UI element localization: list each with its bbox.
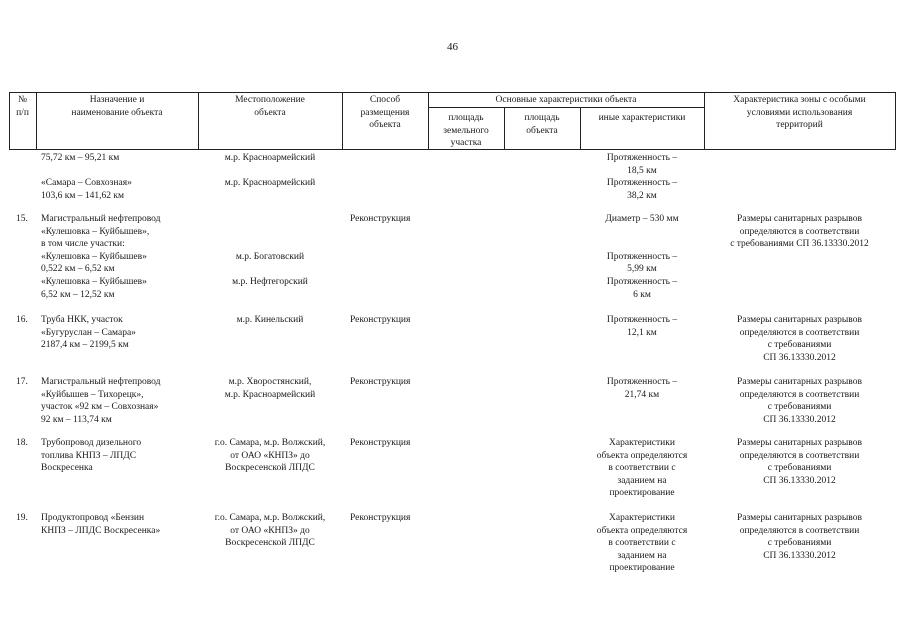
row18-location: г.о. Самара, м.р. Волжский, от ОАО «КНПЗ» до Воскресенской ЛПДС (214, 438, 326, 474)
cont-location: м.р. Красноармейский м.р. Красноармейский (224, 153, 316, 189)
row17-num: 17. (16, 377, 28, 387)
header-method: Способ размещения объекта (360, 95, 410, 131)
header-location: Местоположение объекта (235, 95, 305, 118)
row18-characteristics: Характеристики объекта определяются в соответствии с заданием на проектирование (596, 438, 688, 499)
row19-zone: Размеры санитарных разрывов определяются в соответствии с требованиями СП 36.13330.2012 (737, 513, 862, 561)
table-right-border (895, 92, 896, 150)
row16-zone: Размеры санитарных разрывов определяются в соответствии с требованиями СП 36.13330.2012 (737, 315, 862, 363)
row16-characteristics: Протяженность – 12,1 км (606, 315, 678, 338)
header-land-area: площадь земельного участка (443, 113, 489, 149)
row17-zone: Размеры санитарных разрывов определяются в соответствии с требованиями СП 36.13330.2012 (737, 377, 862, 425)
row18-name: Трубопровод дизельного топлива КНПЗ – ЛПДС Воскресенка (41, 438, 142, 474)
row15-characteristics: Диаметр – 530 мм Протяженность – 5,99 км Протяженность – 6 км (605, 214, 679, 300)
row19-method: Реконструкция (350, 513, 411, 523)
cont-characteristics: Протяженность – 18,5 км Протяженность – 38,2 км (606, 153, 678, 201)
header-main-characteristics: Основные характеристики объекта (495, 95, 637, 105)
row17-characteristics: Протяженность – 21,74 км (606, 377, 678, 400)
header-object-area: площадь объекта (524, 113, 560, 136)
row15-zone: Размеры санитарных разрывов определяются в соответствии с требованиями СП 36.13330.2012 (730, 214, 869, 250)
row16-method: Реконструкция (350, 315, 411, 325)
row15-method: Реконструкция (350, 214, 411, 224)
row19-characteristics: Характеристики объекта определяются в соответствии с заданием на проектирование (596, 513, 688, 574)
row18-zone: Размеры санитарных разрывов определяются в соответствии с требованиями СП 36.13330.2012 (737, 438, 862, 486)
row19-location: г.о. Самара, м.р. Волжский, от ОАО «КНПЗ» до Воскресенской ЛПДС (214, 513, 326, 549)
row16-num: 16. (16, 315, 28, 325)
subheader-rule (428, 107, 704, 108)
row16-name: Труба НКК, участок «Бугуруслан – Самара» 2187,4 км – 2199,5 км (41, 315, 136, 351)
row19-num: 19. (16, 513, 28, 523)
table-top-border (9, 92, 896, 93)
header-zone: Характеристика зоны с особыми условиями использования территорий (733, 95, 866, 131)
row18-num: 18. (16, 438, 28, 448)
row15-name: Магистральный нефтепровод «Кулешовка – Куйбышев», в том числе участки: «Кулешовка – Куйбышев» 0,522 км – 6,52 км «Кулешовка – Куйбышев» 6,52 км – 12,52 км (41, 214, 161, 300)
row15-location: м.р. Богатовский м.р. Нефтегорский (232, 251, 308, 287)
header-num: № п/п (16, 95, 29, 118)
row19-name: Продуктопровод «Бензин КНПЗ – ЛПДС Воскресенка» (41, 513, 161, 536)
row16-location: м.р. Кинельский (236, 315, 304, 325)
header-name: Назначение и наименование объекта (71, 95, 163, 118)
page-number: 46 (447, 41, 458, 53)
row17-name: Магистральный нефтепровод «Куйбышев – Тихорецк», участок «92 км – Совхозная» 92 км – 113,74 км (41, 377, 161, 425)
cont-name: 75,72 км – 95,21 км «Самара – Совхозная» 103,6 км – 141,62 км (41, 153, 132, 201)
row15-num: 15. (16, 214, 28, 224)
row18-method: Реконструкция (350, 438, 411, 448)
header-other-characteristics: иные характеристики (598, 113, 686, 123)
row17-method: Реконструкция (350, 377, 411, 387)
row17-location: м.р. Хворостянский, м.р. Красноармейский (224, 377, 316, 400)
